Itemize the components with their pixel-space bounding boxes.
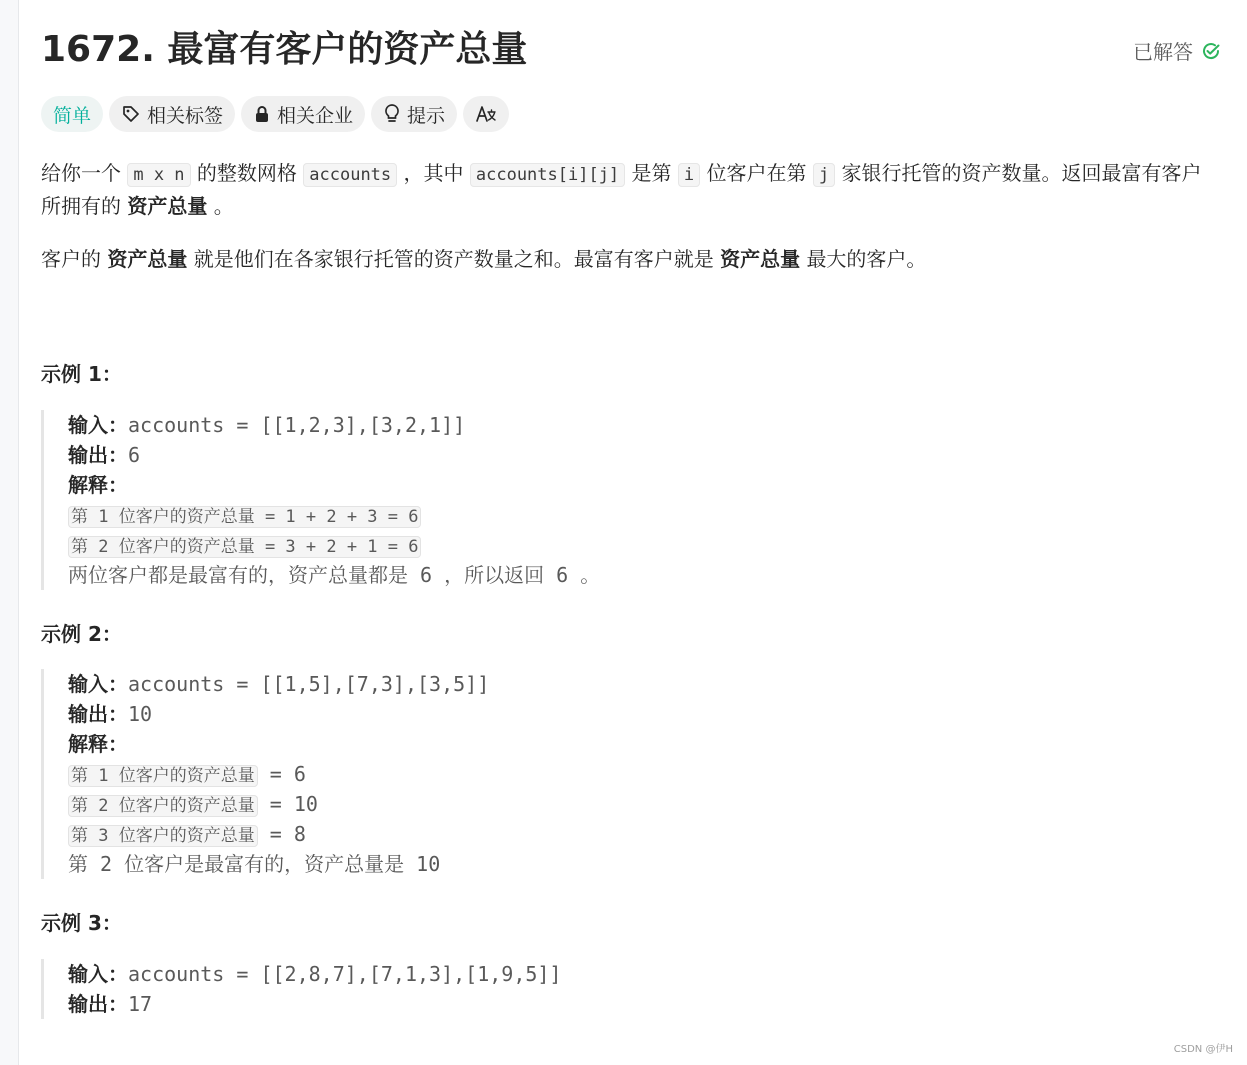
inline-code: j — [813, 163, 835, 187]
related-companies-label: 相关企业 — [277, 104, 354, 127]
output-label: 输出： — [68, 702, 128, 726]
example-2-explain-value-2: = 10 — [257, 792, 318, 816]
explain-label: 解释： — [68, 732, 128, 756]
example-1-explain-line-1: 第 1 位客户的资产总量 = 1 + 2 + 3 = 6 — [68, 506, 421, 528]
inline-code: accounts[i][j] — [470, 163, 625, 187]
bold-term: 资产总量 — [107, 247, 188, 271]
difficulty-label: 简单 — [53, 104, 92, 127]
example-1-explain-line-2: 第 2 位客户的资产总量 = 3 + 2 + 1 = 6 — [68, 536, 421, 558]
inline-code: i — [678, 163, 700, 187]
example-2-explain-line-1: 第 1 位客户的资产总量 — [68, 765, 258, 787]
explain-label: 解释： — [68, 473, 128, 497]
related-companies-button[interactable] — [241, 96, 365, 132]
translate-button[interactable] — [463, 96, 509, 132]
lightbulb-icon — [383, 103, 401, 125]
solved-status — [1133, 36, 1221, 65]
example-1-conclusion: 两位客户都是最富有的，资产总量都是 6 ，所以返回 6 。 — [68, 563, 601, 587]
problem-header — [41, 28, 1221, 76]
input-label: 输入： — [68, 413, 128, 437]
inline-code: m x n — [127, 163, 190, 187]
example-2-input: accounts = [[1,5],[7,3],[3,5]] — [128, 672, 490, 696]
left-rail — [0, 0, 19, 1065]
hint-button[interactable] — [371, 96, 457, 132]
example-2-explain-value-1: = 6 — [257, 762, 306, 786]
tag-bar — [41, 96, 509, 132]
example-2-explain-value-3: = 8 — [257, 822, 306, 846]
bold-term: 资产总量 — [127, 194, 208, 218]
lock-icon — [253, 104, 271, 124]
check-circle-icon — [1201, 41, 1221, 61]
example-1-title: 示例 1： — [41, 362, 122, 386]
output-label: 输出： — [68, 443, 128, 467]
difficulty-badge[interactable] — [41, 96, 103, 132]
example-1-block — [41, 410, 600, 590]
desc-text: 是第 — [631, 161, 672, 185]
hint-label: 提示 — [407, 104, 446, 127]
input-label: 输入： — [68, 672, 128, 696]
example-3-input: accounts = [[2,8,7],[7,1,3],[1,9,5]] — [128, 962, 562, 986]
watermark: CSDN @伊H — [1173, 1044, 1233, 1055]
input-label: 输入： — [68, 962, 128, 986]
desc-text: 客户的 — [41, 247, 101, 271]
problem-title: 1672. 最富有客户的资产总量 — [41, 29, 528, 70]
related-tags-button[interactable] — [109, 96, 235, 132]
example-3-output: 17 — [128, 992, 153, 1016]
example-3-block — [41, 959, 561, 1019]
desc-text: 。 — [213, 194, 234, 218]
desc-text: 的整数网格 — [196, 161, 297, 185]
example-2-block — [41, 669, 489, 879]
example-2-explain-line-2: 第 2 位客户的资产总量 — [68, 795, 258, 817]
desc-text: 位客户在第 — [706, 161, 807, 185]
tag-icon — [121, 104, 141, 124]
solved-label: 已解答 — [1133, 40, 1193, 64]
example-2-explain-line-3: 第 3 位客户的资产总量 — [68, 825, 258, 847]
example-1-input: accounts = [[1,2,3],[3,2,1]] — [128, 413, 466, 437]
output-label: 输出： — [68, 992, 128, 1016]
translate-icon — [475, 104, 497, 124]
desc-text: 就是他们在各家银行托管的资产数量之和。最富有客户就是 — [193, 247, 714, 271]
bold-term: 资产总量 — [720, 247, 801, 271]
related-tags-label: 相关标签 — [147, 104, 224, 127]
description-paragraph-2 — [41, 244, 1221, 275]
desc-text: ，其中 — [403, 161, 464, 185]
example-3-title: 示例 3： — [41, 911, 122, 935]
example-1-output: 6 — [128, 443, 141, 467]
example-2-title: 示例 2： — [41, 622, 122, 646]
example-2-conclusion: 第 2 位客户是最富有的，资产总量是 10 — [68, 852, 441, 876]
description-paragraph-1 — [41, 158, 1221, 222]
desc-text: 最大的客户。 — [806, 247, 927, 271]
desc-text: 家银行托管的资产数量。返回最富有客户所拥有的 — [41, 161, 1202, 218]
example-2-output: 10 — [128, 702, 153, 726]
desc-text: 给你一个 — [41, 161, 121, 185]
inline-code: accounts — [303, 163, 397, 187]
